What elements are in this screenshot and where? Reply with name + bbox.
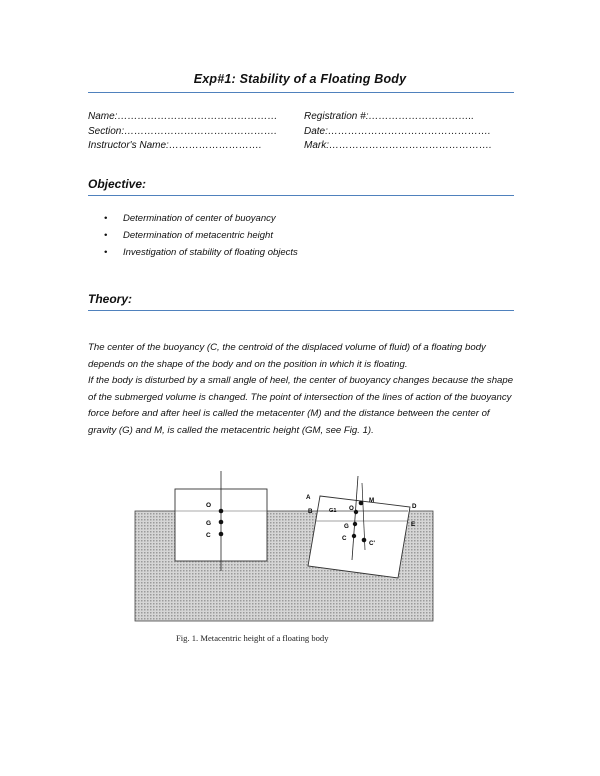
upright-body: [175, 471, 267, 571]
label-o: O: [206, 502, 212, 509]
label-c: C: [206, 532, 211, 539]
bullet-icon: •: [104, 247, 108, 258]
label-c-heeled: C: [342, 535, 347, 542]
objective-heading: Objective:: [88, 177, 147, 191]
objective-item-text: Investigation of stability of floating objects: [123, 247, 298, 258]
figure-caption: Fig. 1. Metacentric height of a floating body: [176, 633, 329, 643]
label-d: D: [412, 503, 417, 510]
label-e: E: [411, 521, 416, 528]
label-g1: G1: [329, 508, 337, 514]
theory-heading: Theory:: [88, 292, 133, 306]
heeled-body: [306, 476, 417, 578]
document-title: Exp#1: Stability of a Floating Body: [193, 72, 407, 86]
label-o-heeled: O: [349, 505, 354, 512]
label-c-prime: C': [369, 540, 375, 547]
instructor-field: Instructor's Name:……………………….: [88, 140, 262, 151]
bullet-icon: •: [104, 213, 108, 224]
label-a: A: [306, 494, 311, 501]
theory-paragraph: The center of the buoyancy (C, the centroid of the displaced volume of fluid) of a floating body depends on the shape of the body and on the position in which it is floating.: [88, 342, 486, 370]
label-g-heeled: G: [344, 523, 349, 530]
section-field: Section:……………………………………….: [88, 125, 277, 137]
objective-item-text: Determination of center of buoyancy: [123, 213, 276, 224]
label-b: B: [308, 508, 313, 515]
objective-item-text: Determination of metacentric height: [123, 230, 273, 241]
label-g: G: [206, 520, 212, 527]
mark-field: Mark:………………………………………….: [304, 140, 492, 151]
name-field: Name:…………………………………………: [88, 111, 278, 122]
registration-field: Registration #:…………………………..: [304, 111, 475, 122]
label-m: M: [369, 497, 375, 504]
bullet-icon: •: [104, 230, 108, 241]
theory-paragraph: If the body is disturbed by a small angle of heel, the center of buoyancy changes because the shape of the submerged volume is changed. The point of intersection of the lines of action of the buoyancy force before and after heel is called the metacenter (M) and the distance between the center of gravity (G) and M, is called the metacentric height (GM, see Fig. 1).: [88, 375, 514, 436]
date-field: Date:………………………………………….: [304, 125, 491, 137]
